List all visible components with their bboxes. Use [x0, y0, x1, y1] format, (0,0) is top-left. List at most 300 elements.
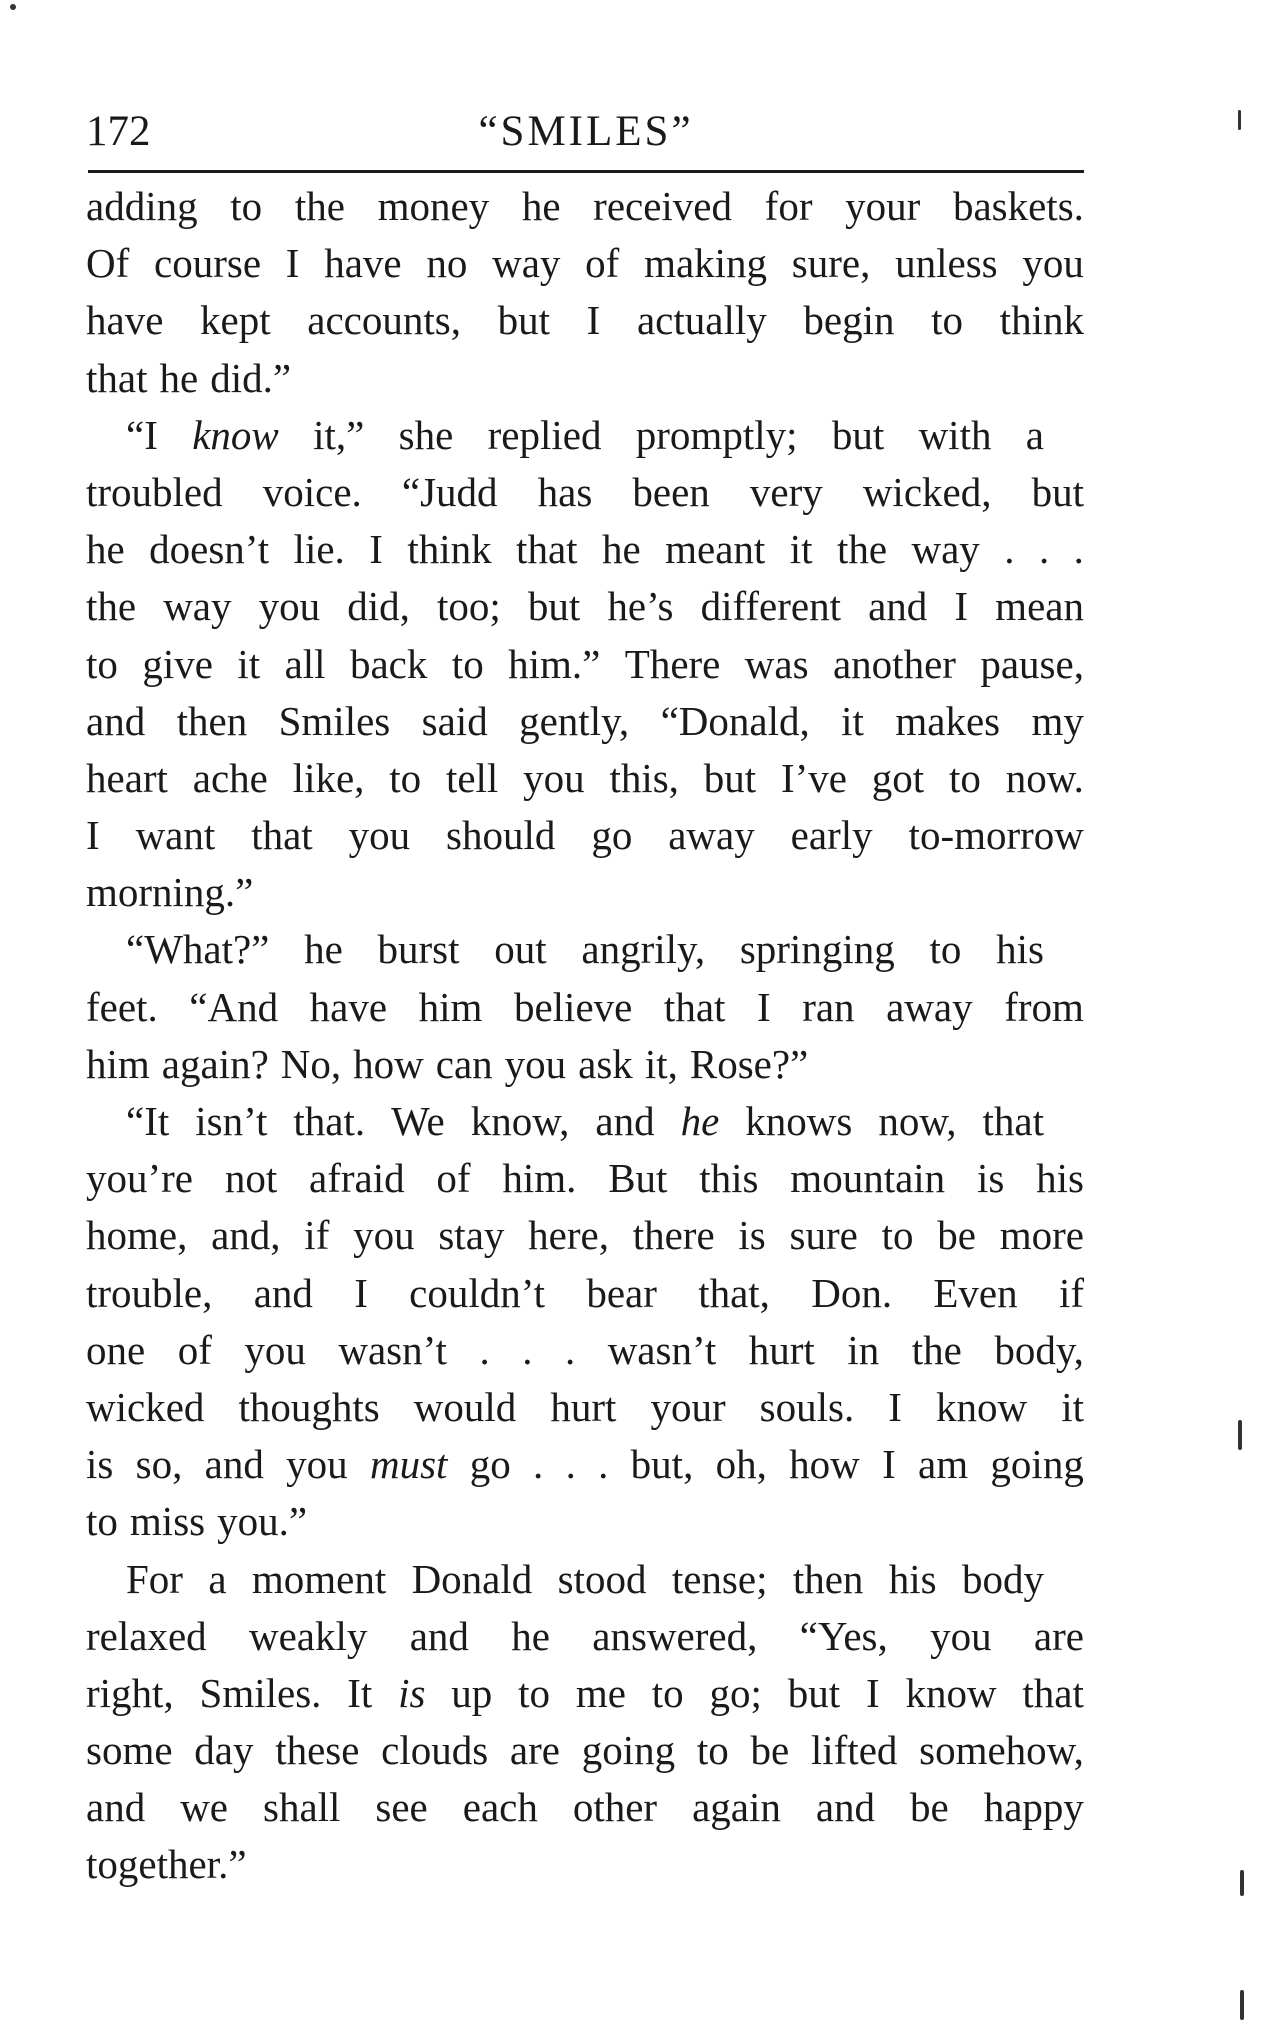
word: received	[593, 183, 733, 229]
word: that.	[293, 1098, 366, 1144]
word: too;	[437, 583, 501, 630]
word: you.”	[217, 1498, 308, 1545]
word: troubled	[86, 468, 223, 515]
word: know,	[470, 1098, 570, 1144]
header-rule	[88, 170, 1084, 173]
word: from	[1004, 983, 1084, 1030]
word: now.	[1005, 754, 1084, 801]
word: know	[905, 1669, 997, 1716]
word: want	[135, 812, 216, 859]
word: I	[369, 526, 383, 573]
word: pause,	[980, 640, 1084, 687]
word: going	[990, 1441, 1084, 1488]
word: Don.	[811, 1269, 893, 1316]
word: of	[585, 240, 620, 287]
word: promptly;	[635, 411, 798, 458]
word: all	[284, 640, 326, 687]
word: “Donald,	[660, 697, 810, 744]
word: and	[409, 1612, 469, 1659]
word: you	[258, 583, 321, 630]
word: a	[1025, 411, 1044, 458]
word: makes	[895, 697, 1001, 744]
word: be	[937, 1212, 976, 1259]
word: .	[1038, 526, 1050, 573]
text-line	[86, 1036, 1084, 1093]
text-line	[86, 407, 1084, 464]
word: couldn’t	[409, 1269, 546, 1316]
word: is	[86, 1441, 114, 1488]
text-line	[86, 807, 1084, 864]
word: should	[446, 812, 556, 859]
text-line	[86, 235, 1084, 292]
word: “I	[126, 411, 158, 458]
word: you	[504, 1040, 567, 1087]
word: “What?”	[126, 926, 270, 973]
word: hurt	[550, 1383, 617, 1430]
word: you	[348, 812, 411, 859]
word: it	[841, 697, 864, 744]
word: in	[847, 1326, 880, 1373]
word: wasn’t	[607, 1326, 717, 1373]
word: it,”	[313, 411, 365, 458]
word: his	[1036, 1155, 1084, 1202]
word: be	[750, 1727, 790, 1774]
word: and	[253, 1269, 313, 1316]
word: there	[632, 1212, 715, 1259]
text-line	[86, 1836, 1084, 1893]
word: angrily,	[581, 926, 706, 973]
word: tense;	[671, 1555, 768, 1602]
running-title: “SMILES”	[478, 108, 694, 155]
word: your	[845, 183, 921, 229]
word: way	[911, 526, 980, 573]
word: of	[436, 1155, 471, 1202]
word: but	[787, 1669, 841, 1716]
word: has	[537, 468, 593, 515]
body-text	[86, 178, 1084, 1894]
word: wasn’t	[338, 1326, 447, 1373]
word: him	[86, 1040, 150, 1087]
word: I	[354, 1269, 368, 1316]
word: this	[699, 1155, 759, 1202]
word: wicked	[86, 1383, 205, 1430]
word: that	[251, 812, 313, 859]
word: happy	[983, 1784, 1084, 1831]
scan-speck	[1238, 1420, 1242, 1450]
word: kept	[200, 297, 271, 344]
word: Rose?”	[689, 1040, 809, 1087]
word: going	[581, 1727, 676, 1774]
word: day	[194, 1727, 254, 1774]
running-head	[86, 100, 1086, 164]
word: bear	[586, 1269, 657, 1316]
word: we	[180, 1784, 228, 1831]
word: him	[418, 983, 483, 1030]
text-line	[86, 1779, 1084, 1836]
word: another	[832, 640, 956, 687]
word: sure	[789, 1212, 858, 1259]
word: be	[910, 1784, 949, 1831]
word: that	[982, 1098, 1044, 1144]
word: he	[680, 1098, 720, 1144]
word: I	[882, 1441, 896, 1488]
word: you	[930, 1612, 992, 1659]
word: isn’t	[195, 1098, 268, 1144]
text-line	[86, 1665, 1084, 1722]
word: I	[756, 983, 771, 1030]
word: sure,	[791, 240, 871, 287]
word: that	[516, 526, 578, 573]
word: know	[936, 1383, 1028, 1430]
word: wicked,	[862, 468, 992, 515]
word: how	[353, 1040, 424, 1087]
word: meant	[665, 526, 766, 573]
word: to	[651, 1669, 684, 1716]
word: more	[999, 1212, 1084, 1259]
word: home,	[86, 1212, 188, 1259]
word: the	[911, 1326, 962, 1373]
word: For	[126, 1555, 183, 1602]
word: now,	[878, 1098, 957, 1144]
text-line	[86, 636, 1084, 693]
word: so,	[135, 1441, 183, 1488]
word: I	[888, 1383, 902, 1430]
word: of	[177, 1326, 212, 1373]
word: you	[523, 754, 585, 801]
word: here,	[528, 1212, 609, 1259]
word: but,	[630, 1441, 694, 1488]
word: ask	[578, 1040, 633, 1087]
word: you	[353, 1212, 415, 1259]
word: like,	[292, 754, 365, 801]
word: I’ve	[780, 754, 847, 801]
word: away	[668, 812, 755, 859]
word: and	[204, 1441, 264, 1488]
word: I	[285, 240, 300, 287]
word: again	[692, 1784, 781, 1831]
word: it	[237, 640, 261, 687]
word: he’s	[607, 583, 674, 630]
word: clouds	[381, 1727, 489, 1774]
word: can	[435, 1040, 493, 1087]
word: that	[1022, 1669, 1084, 1716]
word: stay	[438, 1212, 505, 1259]
text-line	[86, 1608, 1084, 1665]
word: knows	[745, 1098, 853, 1144]
word: have	[86, 297, 164, 344]
scan-speck	[1240, 1990, 1244, 2020]
word: course	[154, 240, 262, 287]
word: early	[790, 812, 873, 859]
word: go	[591, 812, 633, 859]
word: to	[929, 926, 962, 973]
word: but	[497, 297, 551, 344]
word: but	[703, 754, 757, 801]
word: .	[522, 1326, 533, 1373]
word: must	[369, 1441, 448, 1488]
word: “It	[126, 1098, 170, 1144]
word: is	[738, 1212, 766, 1259]
word: way	[492, 240, 561, 287]
word: to	[949, 754, 981, 801]
word: “Yes,	[799, 1612, 888, 1659]
word: lie.	[293, 526, 345, 573]
scan-speck	[1240, 1870, 1244, 1896]
word: his	[996, 926, 1044, 973]
page-number: 172	[86, 108, 151, 155]
word: to	[696, 1727, 729, 1774]
word: making	[644, 240, 768, 287]
word: .	[1004, 526, 1015, 573]
word: his	[888, 1555, 937, 1602]
word: Smiles.	[199, 1669, 322, 1716]
word: to	[931, 297, 964, 344]
word: begin	[803, 297, 895, 344]
word: not	[224, 1155, 278, 1202]
text-line	[86, 1379, 1084, 1436]
word: give	[142, 640, 213, 687]
text-line	[86, 693, 1084, 750]
word: he	[159, 354, 199, 401]
word: are	[509, 1727, 560, 1774]
word: this,	[609, 754, 679, 801]
word: go;	[709, 1669, 762, 1716]
text-line	[86, 921, 1084, 978]
word: he	[304, 926, 343, 973]
text-line	[86, 1436, 1084, 1493]
word: It	[347, 1669, 373, 1716]
word: moment	[251, 1555, 387, 1602]
word: other	[572, 1784, 658, 1831]
word: the	[86, 583, 137, 630]
word: but	[527, 583, 581, 630]
word: unless	[895, 240, 998, 287]
word: but	[1031, 468, 1084, 515]
word: .	[564, 1326, 576, 1373]
word: some	[86, 1727, 173, 1774]
word: to-morrow	[908, 812, 1084, 859]
word: out	[494, 926, 547, 973]
word: with	[918, 411, 992, 458]
word: .	[533, 1441, 544, 1488]
word: voice.	[262, 468, 362, 515]
word: body	[961, 1555, 1044, 1602]
word: weakly	[248, 1612, 368, 1659]
word: way	[163, 583, 232, 630]
word: think	[407, 526, 492, 573]
word: gently,	[519, 697, 630, 744]
word: that	[663, 983, 726, 1030]
word: am	[918, 1441, 969, 1488]
text-line	[86, 178, 1084, 235]
word: I	[586, 297, 601, 344]
word: that,	[698, 1269, 770, 1316]
word: him.	[502, 1155, 577, 1202]
word: I	[865, 1669, 880, 1716]
word: Of	[86, 240, 130, 287]
word: he	[511, 1612, 550, 1659]
text-line	[86, 1150, 1084, 1207]
text-line	[86, 750, 1084, 807]
word: Even	[933, 1269, 1018, 1316]
word: did.”	[210, 354, 292, 401]
word: and	[595, 1098, 655, 1144]
word: is	[398, 1669, 426, 1716]
word: she	[398, 411, 454, 458]
word: did,	[347, 583, 410, 630]
word: he	[86, 526, 125, 573]
text-line	[86, 1265, 1084, 1322]
text-line	[86, 1207, 1084, 1264]
word: that	[86, 354, 148, 401]
word: together.”	[86, 1841, 247, 1888]
word: ran	[802, 983, 855, 1030]
word: no	[426, 240, 468, 287]
word: the	[294, 183, 345, 229]
word: money	[377, 183, 490, 229]
word: have	[309, 983, 388, 1030]
word: know	[192, 411, 279, 458]
word: and	[868, 583, 928, 630]
word: then	[176, 697, 248, 744]
word: different	[700, 583, 841, 630]
word: said	[421, 697, 488, 744]
text-line	[86, 464, 1084, 521]
word: one	[86, 1326, 146, 1373]
word: tell	[445, 754, 499, 801]
text-line	[86, 1493, 1084, 1550]
word: to	[881, 1212, 914, 1259]
word: .	[1073, 526, 1084, 573]
word: have	[324, 240, 402, 287]
scan-speck	[10, 4, 16, 10]
word: I	[86, 812, 100, 859]
word: stood	[557, 1555, 647, 1602]
word: me	[575, 1669, 626, 1716]
word: it,	[644, 1040, 678, 1087]
word: believe	[513, 983, 633, 1030]
word: to	[230, 183, 263, 229]
word: my	[1031, 697, 1084, 744]
word: very	[749, 468, 823, 515]
word: it	[789, 526, 813, 573]
word: you	[1022, 240, 1084, 287]
word: right,	[86, 1669, 174, 1716]
word: Donald	[411, 1555, 533, 1602]
word: for	[764, 183, 813, 229]
word: go	[469, 1441, 511, 1488]
word: oh,	[715, 1441, 767, 1488]
word: hurt	[748, 1326, 815, 1373]
word: to	[389, 754, 422, 801]
text-line	[86, 1722, 1084, 1779]
text-line	[86, 350, 1084, 407]
word: to	[86, 1498, 118, 1545]
word: accounts,	[307, 297, 461, 344]
word: .	[598, 1441, 609, 1488]
word: these	[275, 1727, 360, 1774]
text-line	[86, 864, 1084, 921]
word: souls.	[759, 1383, 855, 1430]
word: shall	[262, 1784, 341, 1831]
word: baskets.	[952, 183, 1084, 229]
word: I	[954, 583, 969, 630]
word: body,	[994, 1326, 1084, 1373]
word: got	[871, 754, 925, 801]
word: was	[744, 640, 809, 687]
word: mean	[995, 583, 1084, 630]
word: back	[349, 640, 428, 687]
word: But	[608, 1155, 668, 1202]
word: Smiles	[278, 697, 391, 744]
word: feet.	[86, 983, 158, 1030]
text-line	[86, 521, 1084, 578]
word: heart	[86, 754, 168, 801]
word: you’re	[86, 1155, 194, 1202]
word: mountain	[790, 1155, 946, 1202]
word: if	[1058, 1269, 1084, 1316]
text-line	[86, 578, 1084, 635]
word: he	[601, 526, 641, 573]
word: a	[208, 1555, 227, 1602]
word: .	[479, 1326, 490, 1373]
word: up	[451, 1669, 493, 1716]
word: him.”	[508, 640, 601, 687]
word: relaxed	[86, 1612, 207, 1659]
scan-speck	[1238, 110, 1241, 130]
word: There	[624, 640, 721, 687]
word: No,	[280, 1040, 342, 1087]
word: adding	[86, 183, 198, 229]
text-line	[86, 1093, 1084, 1150]
word: think	[999, 297, 1084, 344]
word: to	[86, 640, 118, 687]
word: trouble,	[86, 1269, 213, 1316]
word: answered,	[592, 1612, 758, 1659]
word: “And	[189, 983, 279, 1030]
word: then	[792, 1555, 864, 1602]
word: thoughts	[238, 1383, 380, 1430]
text-line	[86, 1551, 1084, 1608]
word: miss	[129, 1498, 206, 1545]
word: see	[375, 1784, 428, 1831]
word: to	[451, 640, 484, 687]
word: but	[831, 411, 885, 458]
word: actually	[636, 297, 767, 344]
word: .	[565, 1441, 576, 1488]
text-line	[86, 979, 1084, 1036]
word: it	[1061, 1383, 1084, 1430]
word: ache	[192, 754, 268, 801]
word: if	[304, 1212, 330, 1259]
word: somehow,	[919, 1727, 1084, 1774]
word: lifted	[810, 1727, 898, 1774]
word: burst	[377, 926, 460, 973]
word: been	[632, 468, 710, 515]
word: springing	[739, 926, 895, 973]
word: the	[836, 526, 888, 573]
word: again?	[161, 1040, 269, 1087]
word: would	[413, 1383, 517, 1430]
text-line	[86, 1322, 1084, 1379]
word: morning.”	[86, 869, 254, 916]
word: We	[391, 1098, 445, 1144]
word: are	[1033, 1612, 1084, 1659]
word: you	[244, 1326, 306, 1373]
word: each	[462, 1784, 538, 1831]
word: replied	[487, 411, 602, 458]
word: your	[650, 1383, 726, 1430]
